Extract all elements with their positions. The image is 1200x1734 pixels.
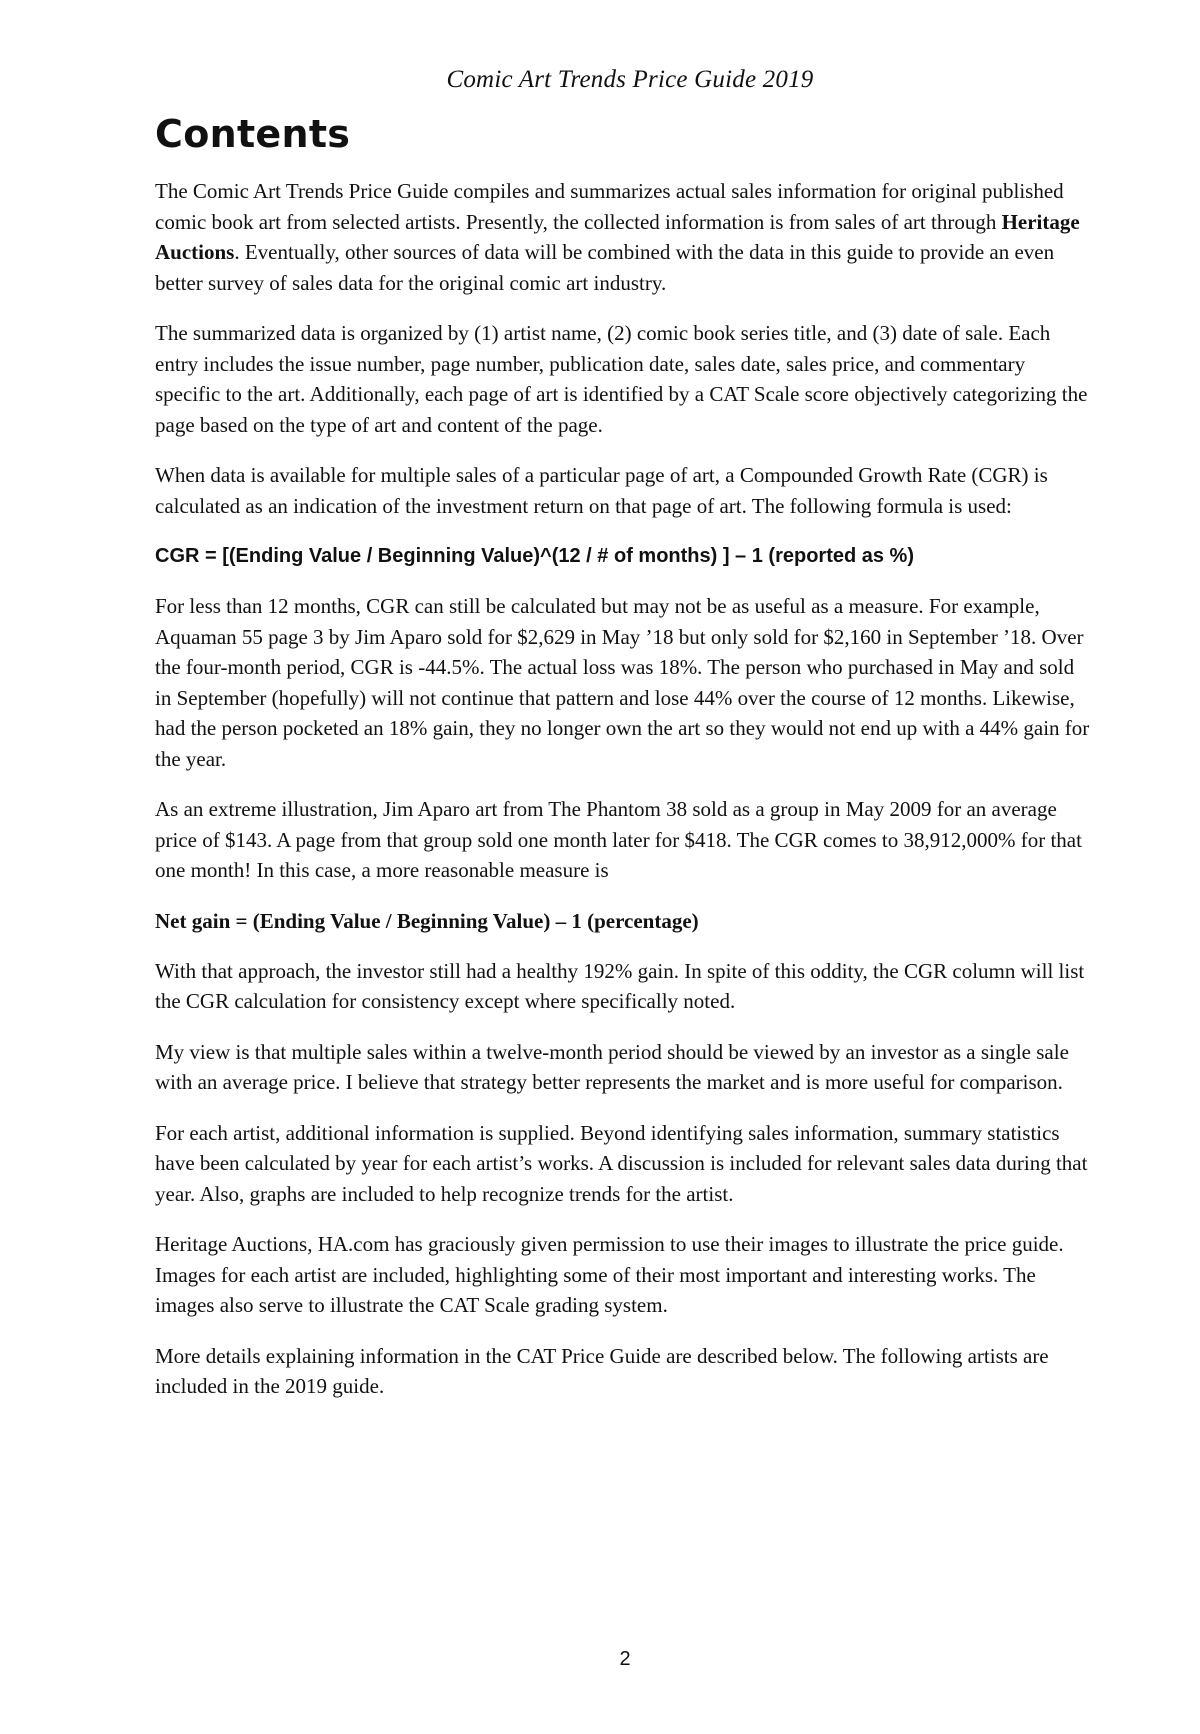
paragraph-intro [155, 176, 1095, 298]
page-number [0, 1648, 1200, 1671]
paragraph-extreme-example: As an extreme illustration, Jim Aparo art from The Phantom 38 sold as a group in May 2009 for an average price of $143. A page from that group sold one month later for $418. The CGR comes to 38,912,000% for that one month! In this case, a more reasonable measure is [155, 797, 1082, 882]
paragraph-artist-info: For each artist, additional information is supplied. Beyond identifying sales information, summary statistics have been calculated by year for each artist’s works. A discussion is included for relevant sales data during that year. Also, graphs are included to help recognize trends for the artist. [155, 1120, 1088, 1206]
paragraph-intro-text: The Comic Art Trends Price Guide compiles and summarizes actual sales information for original published comic book art from selected artists. Presently, the collected information is from sales of art through [155, 179, 1064, 234]
paragraph-net-gain: With that approach, the investor still had a healthy 192% gain. In spite of this oddity, the CGR column will list the CGR calculation for consistency except where specifically noted. [155, 958, 1085, 1013]
running-header-text: Comic Art Trends Price Guide 2019 [446, 66, 814, 93]
paragraph-artists-included: More details explaining information in the CAT Price Guide are described below. The following artists are included in the 2019 guide. [155, 1343, 1049, 1398]
net-gain-formula: Net gain = (Ending Value / Beginning Value) – 1 (percentage) [155, 908, 699, 933]
page-body [155, 112, 1095, 1422]
cgr-formula: CGR = [(Ending Value / Beginning Value)^(12 / # of months) ] – 1 (reported as %) [155, 545, 915, 567]
paragraph-intro-text-end: . Eventually, other sources of data will be combined with the data in this guide to provide an even better survey of sales data for the original comic art industry. [155, 240, 1055, 295]
heritage-auctions-bold: Heritage Auctions [155, 209, 1080, 264]
page-number-text: 2 [619, 1648, 631, 1670]
running-header [0, 66, 1200, 94]
paragraph-heritage-images: Heritage Auctions, HA.com has graciously given permission to use their images to illustrate the price guide. Images for each artist are included, highlighting some of their most important and interesting works. The images also serve to illustrate the CAT Scale grading system. [155, 1232, 1064, 1317]
page-title: Contents [155, 112, 351, 156]
paragraph-cgr-example: For less than 12 months, CGR can still be calculated but may not be as useful as a measure. For example, Aquaman 55 page 3 by Jim Aparo sold for $2,629 in May ’18 but only sold for $2,160 in September ’18. Over the four-month period, CGR is -44.5%. The actual loss was 18%. The person who purchased in May and sold in September (hopefully) will not continue that pattern and lose 44% over the course of 12 months. Likewise, had the person pocketed an 18% gain, they no longer own the art so they would not end up with a 44% gain for the year. [155, 594, 1090, 771]
paragraph-organization: The summarized data is organized by (1) artist name, (2) comic book series title, and (3) date of sale. Each entry includes the issue number, page number, publication date, sales date, sales price, and commentary specific to the art. Additionally, each page of art is identified by a CAT Scale score objectively categorizing the page based on the type of art and content of the page. [155, 321, 1088, 437]
paragraph-multiple-sales: My view is that multiple sales within a twelve-month period should be viewed by an investor as a single sale with an average price. I believe that strategy better represents the market and is more useful for comparison. [155, 1039, 1069, 1094]
paragraph-cgr-intro: When data is available for multiple sales of a particular page of art, a Compounded Growth Rate (CGR) is calculated as an indication of the investment return on that page of art. The following formula is used: [155, 463, 1048, 518]
